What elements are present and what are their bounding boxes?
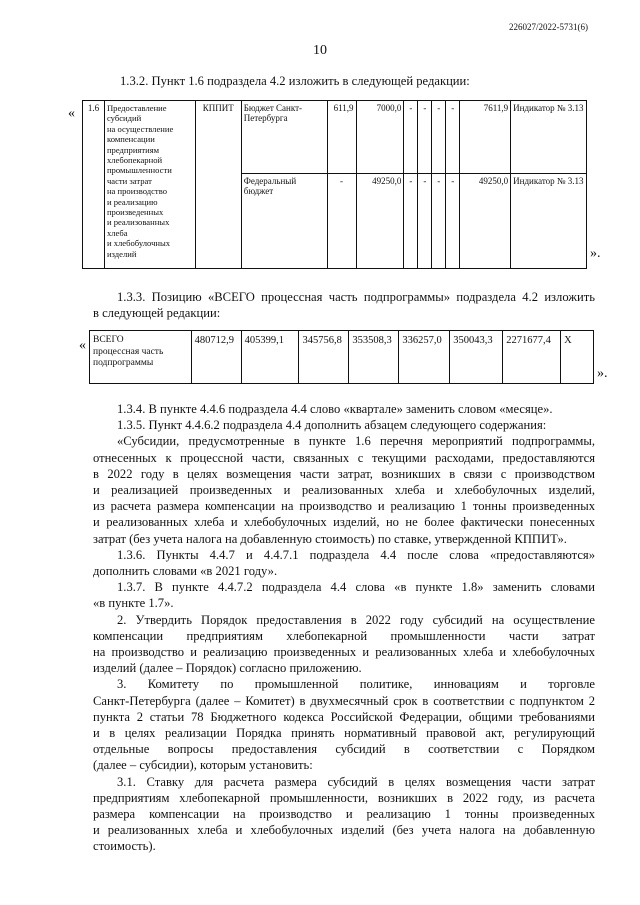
- name-line: на производство: [106, 186, 167, 197]
- name-line: субсидий: [106, 113, 142, 124]
- body-line: 1.3.5. Пункт 4.4.6.2 подраздела 4.4 дополнить абзацем следующего содержания:: [117, 418, 547, 433]
- table1-value: 611,9: [327, 101, 356, 174]
- table1-dash: -: [446, 174, 460, 269]
- body-line: компенсации предприятиям хлебопекарной промышленности части затрат: [93, 628, 595, 643]
- body-line: и реализованных хлеба и хлебобулочных изделий, но не более фактически понесенных: [93, 515, 595, 530]
- table1-dash: -: [418, 101, 432, 174]
- table2-name-cell: [90, 331, 192, 384]
- section-1-3-2-heading: 1.3.2. Пункт 1.6 подраздела 4.2 изложить в следующей редакции:: [120, 74, 470, 88]
- page-number: 10: [313, 43, 327, 58]
- table1-source: Федеральный бюджет: [241, 174, 327, 269]
- table1-dash: -: [404, 101, 418, 174]
- table1-close-quote: ».: [590, 246, 601, 261]
- table1-source: Бюджет Санкт-Петербурга: [241, 101, 327, 174]
- body-line: «Субсидии, предусмотренные в пункте 1.6 перечня мероприятий подпрограммы,: [117, 434, 595, 449]
- table2-value: 345756,8: [299, 331, 349, 384]
- section-1-3-3-line: 1.3.3. Позицию «ВСЕГО процессная часть подпрограммы» подраздела 4.2 изложить: [117, 290, 595, 304]
- body-line: и в целях реализации Порядка принять нормативный правовой акт, регулирующий: [93, 726, 595, 740]
- table2-close-quote: ».: [597, 366, 608, 381]
- body-line: отдельные вопросы предоставления субсидий в соответствии с Порядком: [93, 742, 595, 757]
- table1-num: 1.6: [83, 101, 105, 269]
- body-line: отнесенных к процессной части, связанных с текущими расходами, предоставляются: [93, 450, 595, 465]
- body-line: 1.3.4. В пункте 4.4.6 подраздела 4.4 слово «квартале» заменить словом «месяце».: [117, 402, 553, 416]
- name-line: промышленности: [106, 165, 172, 176]
- table1-indicator: Индикатор № 3.13: [511, 174, 587, 269]
- body-line: 3. Комитету по промышленной политике, инновациям и торговле: [117, 677, 595, 692]
- body-line: 2. Утвердить Порядок предоставления в 2022 году субсидий на осуществление: [117, 612, 595, 627]
- name-line: компенсации: [106, 134, 155, 145]
- table2-value: 336257,0: [399, 331, 450, 384]
- table2-value: 350043,3: [450, 331, 503, 384]
- name-line: части затрат: [106, 175, 152, 186]
- section-1-3-3-line: в следующей редакции:: [93, 306, 221, 320]
- table2-open-quote: «: [79, 338, 86, 353]
- table1-row: [83, 101, 587, 174]
- body-line: изделий (далее – Порядок) согласно приложению.: [93, 661, 362, 676]
- name-line: изделий: [106, 248, 137, 259]
- body-line: 1.3.7. В пункте 4.4.7.2 подраздела 4.4 слова «в пункте 1.8» заменить словами: [117, 580, 595, 595]
- table2: [89, 330, 594, 384]
- body-line: предприятиям хлебопекарной промышленности, возникших в 2022 году, из расчета: [93, 790, 595, 805]
- table2-value: 353508,3: [349, 331, 399, 384]
- table1-dash: -: [432, 174, 446, 269]
- table1-total: 7611,9: [460, 101, 511, 174]
- body-line: Санкт-Петербурга (далее – Комитет) в двухмесячный срок в соответствии с подпунктом 2: [93, 693, 595, 708]
- body-line: стоимость).: [93, 839, 156, 854]
- body-line: на производство и реализацию произведенных и реализованных хлеба и хлебобулочных: [93, 645, 595, 659]
- name-line: хлебопекарной: [106, 155, 163, 166]
- document-id: 226027/2022-5731(6): [509, 22, 588, 32]
- table1-dash: -: [404, 174, 418, 269]
- table1-value: -: [327, 174, 356, 269]
- name-line: Предоставление: [106, 103, 167, 113]
- body-line: пункта 2 статьи 78 Бюджетного кодекса Российской Федерации, общими требованиями: [93, 709, 595, 724]
- name-line: хлеба: [106, 227, 128, 238]
- table1-dash: -: [446, 101, 460, 174]
- table1: [82, 100, 587, 269]
- table2-value: Х: [561, 331, 594, 384]
- table1-value: 49250,0: [356, 174, 404, 269]
- body-line: затрат (без учета налога на добавленную стоимость) по ставке, утвержденной КППИТ».: [93, 531, 567, 546]
- body-line: дополнить словами «в 2021 году».: [93, 564, 278, 578]
- table1-dash: -: [418, 174, 432, 269]
- table1-executor: КППИТ: [195, 101, 241, 269]
- body-line: размера компенсации на производство и реализацию 1 тонны произведенных: [93, 807, 595, 821]
- body-line: 3.1. Ставку для расчета размера субсидий в целях возмещения части затрат: [117, 774, 595, 789]
- name-line: и реализацию: [106, 196, 158, 207]
- body-line: из расчета размера компенсации на производство и реализацию 1 тонны произведенных: [93, 499, 595, 514]
- name-line: и хлебобулочных: [106, 238, 171, 249]
- name-line: предприятиям: [106, 144, 160, 155]
- name-line: подпрограммы: [93, 358, 154, 368]
- table2-row: [90, 331, 594, 384]
- table1-name-cell: [104, 101, 195, 269]
- body-line: 1.3.6. Пункты 4.4.7 и 4.4.7.1 подраздела 4.4 после слова «предоставляются»: [117, 547, 595, 562]
- table2-value: 405399,1: [241, 331, 299, 384]
- body-line: «в пункте 1.7».: [93, 596, 174, 611]
- name-line: ВСЕГО: [93, 335, 124, 345]
- body-line: в 2022 году в целях возмещения части затрат, возникших в связи с производством: [93, 466, 595, 481]
- table2-value: 2271677,4: [503, 331, 561, 384]
- table1-indicator: Индикатор № 3.13: [511, 101, 587, 174]
- table1-dash: -: [432, 101, 446, 174]
- name-line: произведенных: [106, 207, 164, 218]
- table2-value: 480712,9: [191, 331, 241, 384]
- table1-total: 49250,0: [460, 174, 511, 269]
- table1-open-quote: «: [68, 106, 75, 121]
- table1-value: 7000,0: [356, 101, 404, 174]
- body-line: и реализацией произведенных и реализованных хлеба и хлебобулочных изделий,: [93, 483, 595, 497]
- body-line: и реализованных хлеба и хлебобулочных изделий (без учета налога на добавленную: [93, 823, 595, 838]
- body-line: (далее – субсидии), которым установить:: [93, 758, 313, 773]
- name-line: и реализованных: [106, 217, 170, 228]
- name-line: процессная часть: [93, 346, 164, 357]
- name-line: на осуществление: [106, 123, 174, 134]
